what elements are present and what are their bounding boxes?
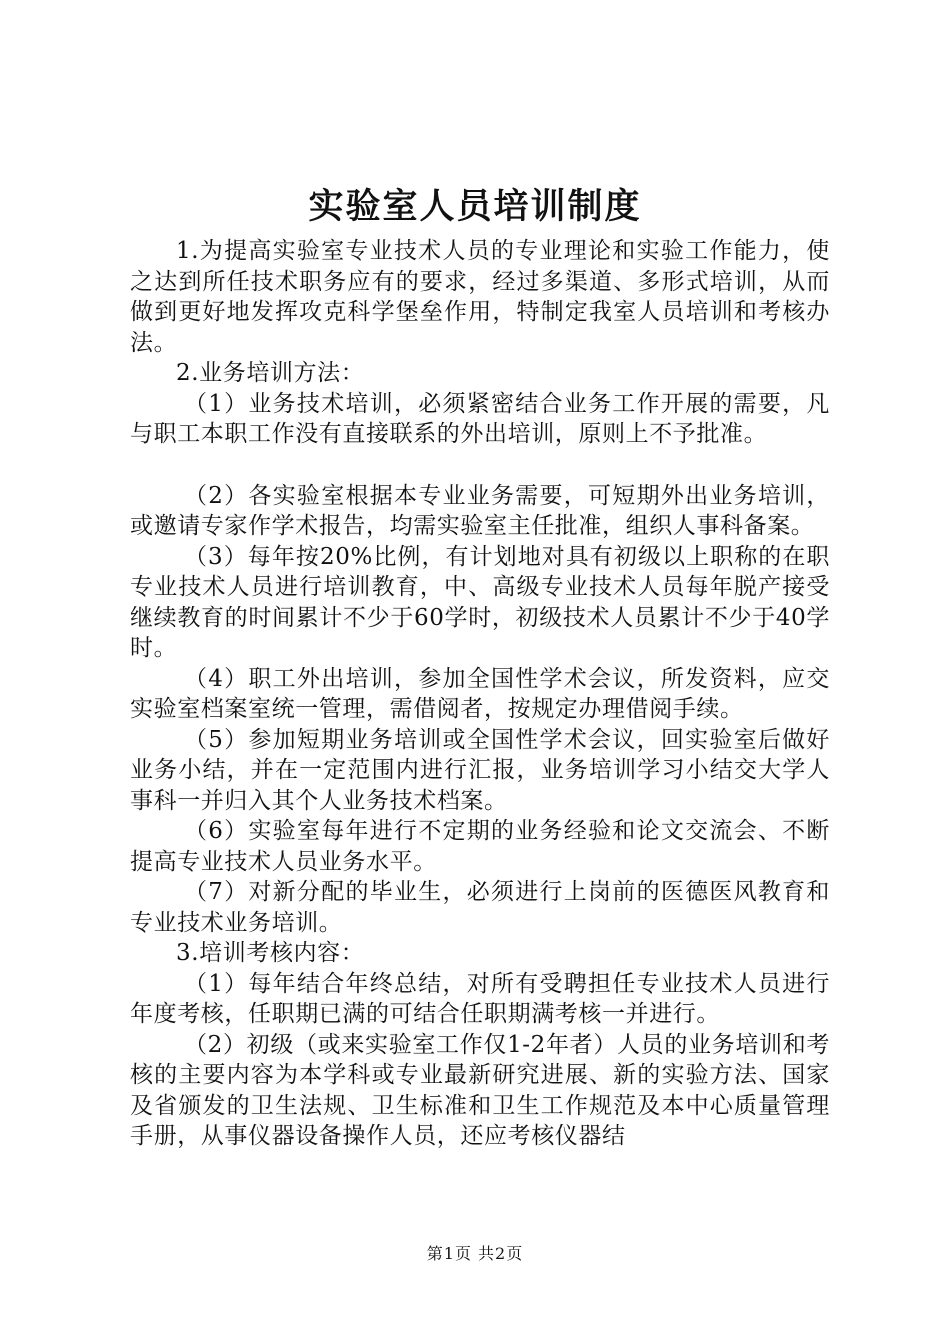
paragraph-method-1: （1）业务技术培训，必须紧密结合业务工作开展的需要，凡与职工本职工作没有直接联系的外出培训，原则上不予批准。 bbox=[130, 390, 830, 447]
paragraph-purpose: 1.为提高实验室专业技术人员的专业理论和实验工作能力，使之达到所任技术职务应有的要求，经过多渠道、多形式培训，从而做到更好地发挥攻克科学堡垒作用，特制定我室人员培训和考核办法。 bbox=[130, 238, 830, 356]
document-body bbox=[130, 236, 830, 1152]
document-title: 实验室人员培训制度 bbox=[308, 186, 642, 227]
paragraph-method-6: （6）实验室每年进行不定期的业务经验和论文交流会、不断提高专业技术人员业务水平。 bbox=[130, 818, 830, 875]
paragraph-method-3: （3）每年按20%比例，有计划地对具有初级以上职称的在职专业技术人员进行培训教育，中、高级专业技术人员每年脱产接受继续教育的时间累计不少于60学时，初级技术人员累计不少于40学时。 bbox=[130, 543, 830, 661]
heading-assessment-content: 3.培训考核内容： bbox=[176, 940, 365, 966]
paragraph-method-7: （7）对新分配的毕业生，必须进行上岗前的医德医风教育和专业技术业务培训。 bbox=[130, 879, 830, 936]
heading-training-methods: 2.业务培训方法： bbox=[176, 360, 365, 386]
paragraph-assessment-2: （2）初级（或来实验室工作仅1-2年者）人员的业务培训和考核的主要内容为本学科或专业最新研究进展、新的实验方法、国家及省颁发的卫生法规、卫生标准和卫生工作规范及本中心质量管理手册，从事仪器设备操作人员，还应考核仪器结 bbox=[130, 1031, 830, 1149]
paragraph-method-2: （2）各实验室根据本专业业务需要，可短期外出业务培训，或邀请专家作学术报告，均需实验室主任批准，组织人事科备案。 bbox=[130, 482, 830, 539]
paragraph-method-4: （4）职工外出培训，参加全国性学术会议，所发资料，应交实验室档案室统一管理，需借阅者，按规定办理借阅手续。 bbox=[130, 665, 830, 722]
paragraph-assessment-1: （1）每年结合年终总结，对所有受聘担任专业技术人员进行年度考核，任职期已满的可结合任职期满考核一并进行。 bbox=[130, 970, 830, 1027]
paragraph-method-5: （5）参加短期业务培训或全国性学术会议，回实验室后做好业务小结，并在一定范围内进行汇报，业务培训学习小结交大学人事科一并归入其个人业务技术档案。 bbox=[130, 726, 830, 814]
page-number-footer: 第1页 共2页 bbox=[426, 1244, 524, 1263]
